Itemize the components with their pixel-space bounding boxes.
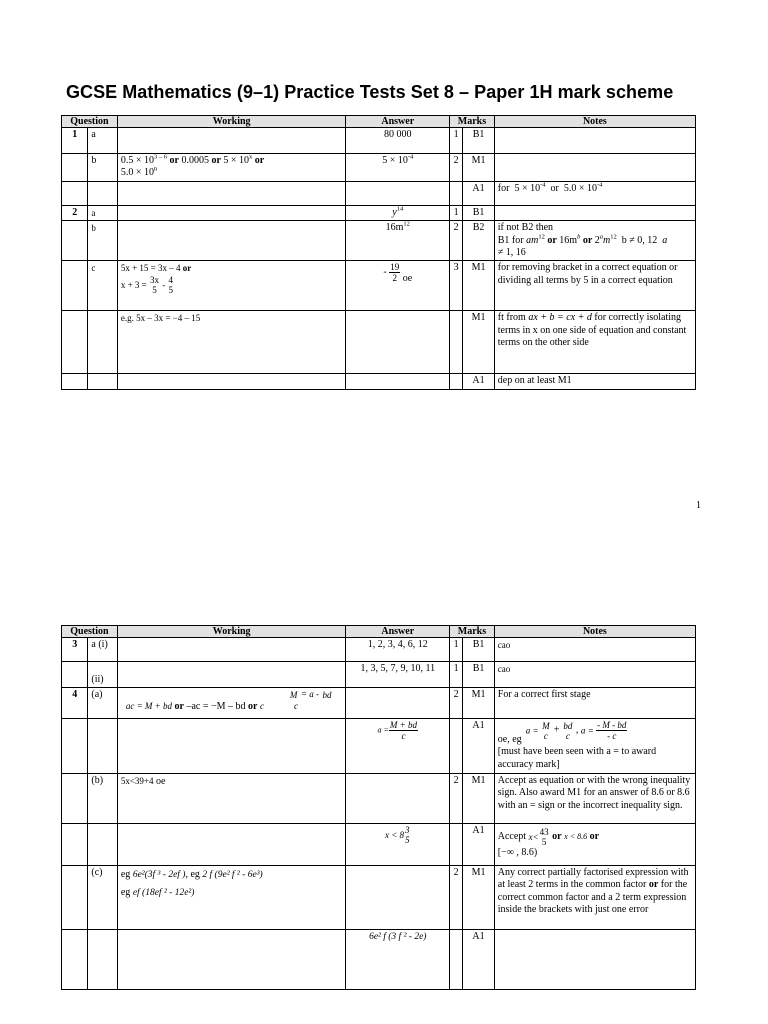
working-cell [117, 128, 346, 154]
note-text: 16m [559, 234, 578, 246]
mark-value [450, 374, 463, 389]
question-number: 4 [62, 688, 88, 719]
mark-code: M1 [463, 774, 494, 824]
note-text: Accept [497, 830, 527, 842]
working-text: 6e²(3f ³ - 2ef ) [132, 870, 186, 880]
question-part [88, 374, 117, 389]
answer-cell [346, 154, 450, 182]
table-header-row [62, 116, 696, 128]
notes-cell [494, 221, 695, 261]
mark-value: 2 [450, 774, 463, 824]
header-marks: Marks [450, 626, 495, 638]
mark-value: 2 [450, 221, 463, 261]
answer-cell: 80 000 [346, 128, 450, 154]
mark-code: A1 [463, 374, 494, 389]
exponent: n [154, 166, 158, 174]
note-line: oe, eg [497, 734, 522, 745]
question-number [62, 824, 88, 866]
note-text: x< [528, 831, 539, 842]
mark-value [450, 930, 463, 990]
answer-text: x < 8 [384, 829, 405, 840]
fraction [321, 690, 332, 700]
question-number: 1 [62, 128, 88, 154]
fraction-numerator: bd [563, 720, 573, 731]
fraction-denominator: c [293, 701, 298, 711]
question-number [62, 662, 88, 688]
answer-cell [346, 261, 450, 311]
answer-text: 16m [385, 222, 404, 234]
header-question: Question [62, 626, 118, 638]
question-number [62, 930, 88, 990]
question-part-label: (ii) [91, 673, 104, 685]
mark-scheme-table-2 [61, 625, 696, 990]
mark-code: B1 [463, 638, 494, 662]
note-text: Any correct partially factorised expression with at least 2 terms in the common factor [497, 867, 689, 891]
table-row [62, 181, 696, 205]
mark-code: B1 [463, 128, 494, 154]
fraction-numerator: M [289, 689, 298, 700]
note-line: [−∞ , 8.6) [497, 847, 538, 858]
mark-value: 2 [450, 688, 463, 719]
answer-cell [346, 181, 450, 205]
fraction [404, 825, 411, 845]
question-part: a [88, 205, 117, 220]
mark-code: B1 [463, 662, 494, 688]
fraction [389, 720, 418, 741]
fraction [168, 275, 175, 295]
working-cell [117, 824, 346, 866]
note-text: for correctly isolating terms in x on one side of equation and constant terms on the other side [497, 312, 687, 349]
fraction-numerator: 4 [168, 274, 174, 285]
mark-code: M1 [463, 311, 494, 374]
question-part [88, 719, 117, 774]
or-keyword: or [211, 155, 221, 166]
working-text: 0.0005 [181, 155, 209, 166]
fraction-denominator: 5 [152, 284, 157, 295]
answer-cell [346, 311, 450, 374]
fraction-numerator: 3 [405, 825, 410, 835]
notes-cell [494, 311, 695, 374]
answer-cell: 1, 3, 5, 7, 9, 10, 11 [346, 662, 450, 688]
or-keyword: or [589, 830, 600, 842]
question-part: b [88, 221, 117, 261]
fraction [562, 721, 573, 741]
working-cell [117, 221, 346, 261]
notes-cell [494, 866, 695, 930]
exponent: 12 [538, 233, 545, 241]
exponent: a [599, 233, 604, 241]
fraction-numerator: bd [322, 689, 332, 700]
fraction-denominator: c [259, 701, 264, 711]
working-cell [117, 774, 346, 824]
working-text: –ac = −M – bd [186, 701, 246, 712]
header-working: Working [117, 626, 346, 638]
working-text: ac = M + bd [125, 701, 172, 711]
mark-value [450, 824, 463, 866]
working-text: 2 f (9e² f ² - 6e³) [202, 870, 263, 880]
table-row [62, 205, 696, 220]
or-keyword: or [248, 701, 258, 712]
notes-cell [494, 824, 695, 866]
working-cell: e.g. 5x – 3x = −4 – 15 [117, 311, 346, 374]
mark-value: 2 [450, 154, 463, 182]
mark-value: 1 [450, 205, 463, 220]
exponent: b [577, 233, 581, 241]
mark-code: B2 [463, 221, 494, 261]
notes-cell [494, 154, 695, 182]
note-text: b ≠ 0, 12 [621, 234, 658, 246]
fraction [149, 275, 160, 295]
mark-value: 3 [450, 261, 463, 311]
notes-cell: cao [494, 662, 695, 688]
question-part: a (i) [88, 638, 117, 662]
header-notes: Notes [494, 626, 695, 638]
answer-cell [346, 866, 450, 930]
fraction [389, 262, 400, 283]
note-text: a = [525, 725, 539, 736]
fraction-numerator: M [542, 720, 550, 731]
working-text: , eg [185, 869, 200, 880]
fraction-denominator: 5 [541, 837, 547, 847]
note-text: 5 × 10 [514, 182, 541, 194]
working-cell [117, 261, 346, 311]
answer-text: 5 × 10 [382, 155, 408, 166]
notes-cell [494, 930, 695, 990]
table-row [62, 128, 696, 154]
notes-cell: Accept as equation or with the wrong inequality sign. Also award M1 for an answer of 8.6 or 8.6 with an = sign or the incorrect inequality sign. [494, 774, 695, 824]
table-row [62, 774, 696, 824]
table-header-row [62, 626, 696, 638]
fraction-denominator: c [543, 730, 548, 741]
header-question: Question [62, 116, 118, 128]
question-number [62, 261, 88, 311]
question-number: 3 [62, 638, 88, 662]
page-number: 1 [696, 500, 701, 511]
fraction [539, 827, 550, 847]
answer-cell [346, 221, 450, 261]
fraction-numerator: 3x [150, 274, 160, 285]
table-row [62, 866, 696, 930]
mark-value [450, 719, 463, 774]
mark-value: 1 [450, 128, 463, 154]
question-part: a [88, 128, 117, 154]
table-row [62, 662, 696, 688]
table-row [62, 824, 696, 866]
working-line [121, 869, 343, 881]
page-title: GCSE Mathematics (9–1) Practice Tests Set 8 – Paper 1H mark scheme [66, 82, 674, 102]
fraction-numerator: M + bd [389, 720, 417, 730]
table-row [62, 221, 696, 261]
table-row [62, 930, 696, 990]
working-cell [117, 930, 346, 990]
question-number: 2 [62, 205, 88, 220]
fraction-denominator: c [401, 731, 406, 741]
mark-value [450, 311, 463, 374]
table-row [62, 374, 696, 389]
question-number [62, 154, 88, 182]
mark-code: M1 [463, 866, 494, 930]
working-cell [117, 719, 346, 774]
fraction-denominator: c [565, 730, 570, 741]
working-cell [117, 662, 346, 688]
question-part [88, 311, 117, 374]
question-part: b [88, 154, 117, 182]
question-part: (a) [88, 688, 117, 719]
question-number [62, 774, 88, 824]
header-notes: Notes [494, 116, 695, 128]
or-keyword: or [169, 155, 179, 166]
table-row [62, 311, 696, 374]
or-keyword: or [648, 879, 659, 891]
note-text: B1 for [497, 234, 524, 246]
header-marks: Marks [450, 116, 495, 128]
mark-code: M1 [463, 261, 494, 311]
minus-sign: - [383, 266, 387, 278]
working-text: eg [120, 869, 131, 880]
working-cell [117, 866, 346, 930]
note-text: ≠ 1, 16 [497, 247, 526, 259]
working-text: 5x<39+4 [120, 776, 154, 786]
question-part [88, 662, 117, 688]
or-keyword: or [552, 830, 562, 842]
note-line: [must have been seen with a = to award accuracy mark] [497, 746, 657, 770]
working-text: ef (18ef ² - 12e²) [132, 888, 195, 899]
note-text: ft from [497, 312, 526, 324]
question-number [62, 181, 88, 205]
working-text: = a - [300, 689, 319, 699]
working-cell [117, 688, 346, 719]
exponent: 12 [610, 233, 617, 241]
mark-value: 1 [450, 662, 463, 688]
question-number [62, 866, 88, 930]
fraction-denominator: 5 [168, 284, 174, 295]
answer-text: oe [402, 273, 413, 285]
question-number [62, 311, 88, 374]
mark-code: A1 [463, 719, 494, 774]
note-text: 2 [594, 234, 600, 246]
question-number [62, 719, 88, 774]
fraction-numerator: - M - bd [597, 720, 627, 730]
mark-code: A1 [463, 181, 494, 205]
fraction [289, 690, 299, 700]
answer-text: y [392, 206, 397, 218]
note-text: a [662, 234, 668, 246]
answer-text: a = [377, 725, 389, 735]
table-row [62, 638, 696, 662]
exponent: 3 – 6 [154, 153, 167, 161]
fraction [596, 720, 627, 741]
table-row [62, 688, 696, 719]
question-part [88, 930, 117, 990]
note-text: ax + b = cx + d [528, 312, 592, 324]
note-text: , [575, 724, 579, 736]
working-line [121, 700, 343, 713]
plus-sign: + [553, 724, 560, 736]
fraction-denominator: 2 [392, 273, 397, 284]
exponent: -4 [540, 181, 546, 189]
note-text: for [497, 182, 510, 194]
exponent: 14 [396, 205, 404, 213]
fraction-numerator: 19 [390, 262, 400, 273]
or-keyword: or [547, 234, 557, 246]
exponent: x [249, 153, 253, 161]
answer-cell [346, 688, 450, 719]
answer-cell: 1, 2, 3, 4, 6, 12 [346, 638, 450, 662]
question-part [88, 181, 117, 205]
working-cell [117, 638, 346, 662]
answer-cell: 6e² f (3 f ² - 2e) [346, 930, 450, 990]
fraction-numerator: 43 [539, 827, 549, 837]
answer-cell [346, 719, 450, 774]
mark-code: A1 [463, 824, 494, 866]
fraction-denominator: - c [607, 731, 617, 741]
or-keyword: or [254, 155, 265, 166]
note-text: for the correct common factor and a 2 term expression inside the brackets with just one error [497, 879, 688, 916]
table-row [62, 261, 696, 311]
working-text: 5 × 10 [223, 155, 250, 166]
or-keyword: or [582, 234, 593, 246]
exponent: 12 [403, 220, 410, 228]
mark-value: 2 [450, 866, 463, 930]
fraction-denominator: 5 [405, 835, 410, 845]
minus-sign: - [162, 279, 166, 290]
notes-cell: dep on at least M1 [494, 374, 695, 389]
working-text: eg [120, 887, 131, 899]
mark-code: B1 [463, 205, 494, 220]
mark-code: M1 [463, 154, 494, 182]
question-number [62, 221, 88, 261]
answer-cell [346, 774, 450, 824]
question-part [88, 824, 117, 866]
question-number [62, 374, 88, 389]
working-line [121, 689, 343, 700]
table-row [62, 154, 696, 182]
note-text: or [550, 182, 559, 194]
or-keyword: or [182, 263, 192, 274]
answer-cell [346, 374, 450, 389]
working-text: 0.5 × 10 [120, 155, 154, 166]
mark-value [450, 181, 463, 205]
working-cell [117, 374, 346, 389]
header-answer: Answer [346, 116, 450, 128]
working-cell [117, 154, 346, 182]
question-part: (b) [88, 774, 117, 824]
note-text: if not B2 then [497, 222, 554, 234]
note-text: x < 8.6 [564, 831, 588, 841]
notes-cell: for removing bracket in a correct equation or dividing all terms by 5 in a correct equation [494, 261, 695, 311]
header-working: Working [117, 116, 346, 128]
working-text: 5.0 × 10 [120, 167, 154, 179]
working-text: x + 3 = [120, 279, 147, 290]
note-text: m [603, 234, 611, 246]
mark-scheme-table-1 [61, 115, 696, 390]
notes-cell [494, 719, 695, 774]
or-keyword: or [174, 701, 184, 712]
working-text: oe [156, 776, 166, 787]
exponent: -4 [407, 153, 414, 161]
answer-cell [346, 205, 450, 220]
working-cell [117, 205, 346, 220]
notes-cell [494, 181, 695, 205]
notes-cell [494, 205, 695, 220]
mark-code: A1 [463, 930, 494, 990]
question-part: c [88, 261, 117, 311]
working-cell [117, 181, 346, 205]
note-text: 5.0 × 10 [563, 182, 597, 194]
mark-code: M1 [463, 688, 494, 719]
exponent: -4 [596, 181, 603, 189]
note-text: a = [580, 725, 594, 736]
note-line [498, 825, 692, 847]
mark-value: 1 [450, 638, 463, 662]
question-part: (c) [88, 866, 117, 930]
header-answer: Answer [346, 626, 450, 638]
fraction [541, 721, 551, 741]
notes-cell [494, 128, 695, 154]
notes-cell: cao [494, 638, 695, 662]
notes-cell: For a correct first stage [494, 688, 695, 719]
note-text: am [526, 234, 539, 246]
table-row [62, 719, 696, 774]
answer-cell [346, 824, 450, 866]
working-text: 5x + 15 = 3x – 4 [120, 263, 181, 274]
working-line [121, 887, 343, 899]
